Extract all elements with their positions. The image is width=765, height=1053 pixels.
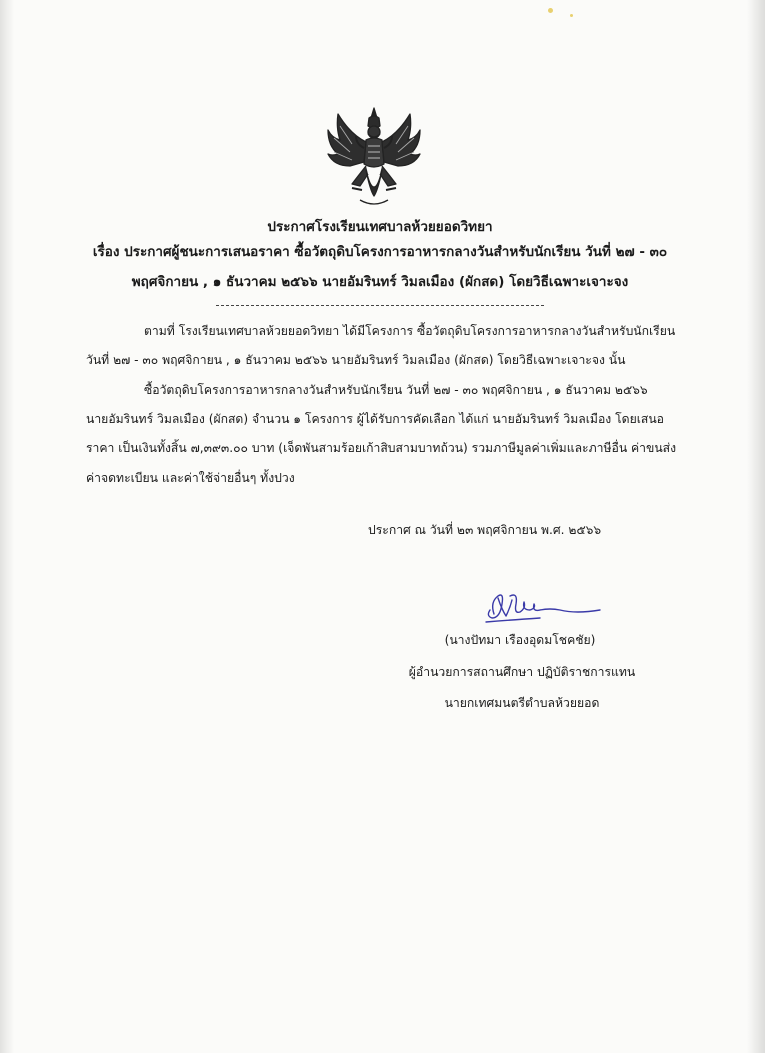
body-paragraph-line: ราคา เป็นเงินทั้งสิ้น ๗,๓๙๓.๐๐ บาท (เจ็ดพันสามร้อยเก้าสิบสามบาทถ้วน) รวมภาษีมูลค่าเพิ่มและภาษีอื่น ค่าขนส่ง bbox=[86, 441, 677, 455]
body-paragraph-line: นายอัมรินทร์ วิมลเมือง (ผักสด) จำนวน ๑ โครงการ ผู้ได้รับการคัดเลือก ได้แก่ นายอัมรินทร์ วิมลเมือง โดยเสนอ bbox=[86, 412, 664, 426]
handwritten-signature bbox=[480, 588, 610, 628]
signatory-name: (นางปัทมา เรืองอุดมโชคชัย) bbox=[444, 633, 596, 647]
announcement-title: ประกาศโรงเรียนเทศบาลห้วยยอดวิทยา bbox=[267, 219, 493, 235]
divider-line bbox=[216, 305, 544, 306]
announcement-date: ประกาศ ณ วันที่ ๒๓ พฤศจิกายน พ.ศ. ๒๕๖๖ bbox=[368, 523, 602, 537]
announcement-subject-continued: พฤศจิกายน , ๑ ธันวาคม ๒๕๖๖ นายอัมรินทร์ วิมลเมือง (ผักสด) โดยวิธีเฉพาะเจาะจง bbox=[131, 274, 629, 290]
signatory-position: ผู้อำนวยการสถานศึกษา ปฏิบัติราชการแทน bbox=[408, 665, 636, 679]
body-paragraph-line: วันที่ ๒๗ - ๓๐ พฤศจิกายน , ๑ ธันวาคม ๒๕๖๖ นายอัมรินทร์ วิมลเมือง (ผักสด) โดยวิธีเฉพาะเจาะจง นั้น bbox=[86, 353, 626, 367]
scan-speck bbox=[570, 14, 573, 17]
body-paragraph-line: ซื้อวัตถุดิบโครงการอาหารกลางวันสำหรับนักเรียน วันที่ ๒๗ - ๓๐ พฤศจิกายน , ๑ ธันวาคม ๒๕๖๖ bbox=[144, 383, 648, 397]
signatory-position-2: นายกเทศมนตรีตำบลห้วยยอด bbox=[444, 696, 600, 710]
scan-speck bbox=[548, 8, 553, 13]
body-paragraph-line: ตามที่ โรงเรียนเทศบาลห้วยยอดวิทยา ได้มีโครงการ ซื้อวัตถุดิบโครงการอาหารกลางวันสำหรับนักเรียน bbox=[144, 324, 676, 338]
announcement-subject: เรื่อง ประกาศผู้ชนะการเสนอราคา ซื้อวัตถุดิบโครงการอาหารกลางวันสำหรับนักเรียน วันที่ ๒๗ - ๓๐ bbox=[92, 244, 668, 260]
garuda-emblem-icon bbox=[322, 104, 426, 208]
body-paragraph-line: ค่าจดทะเบียน และค่าใช้จ่ายอื่นๆ ทั้งปวง bbox=[86, 471, 295, 485]
